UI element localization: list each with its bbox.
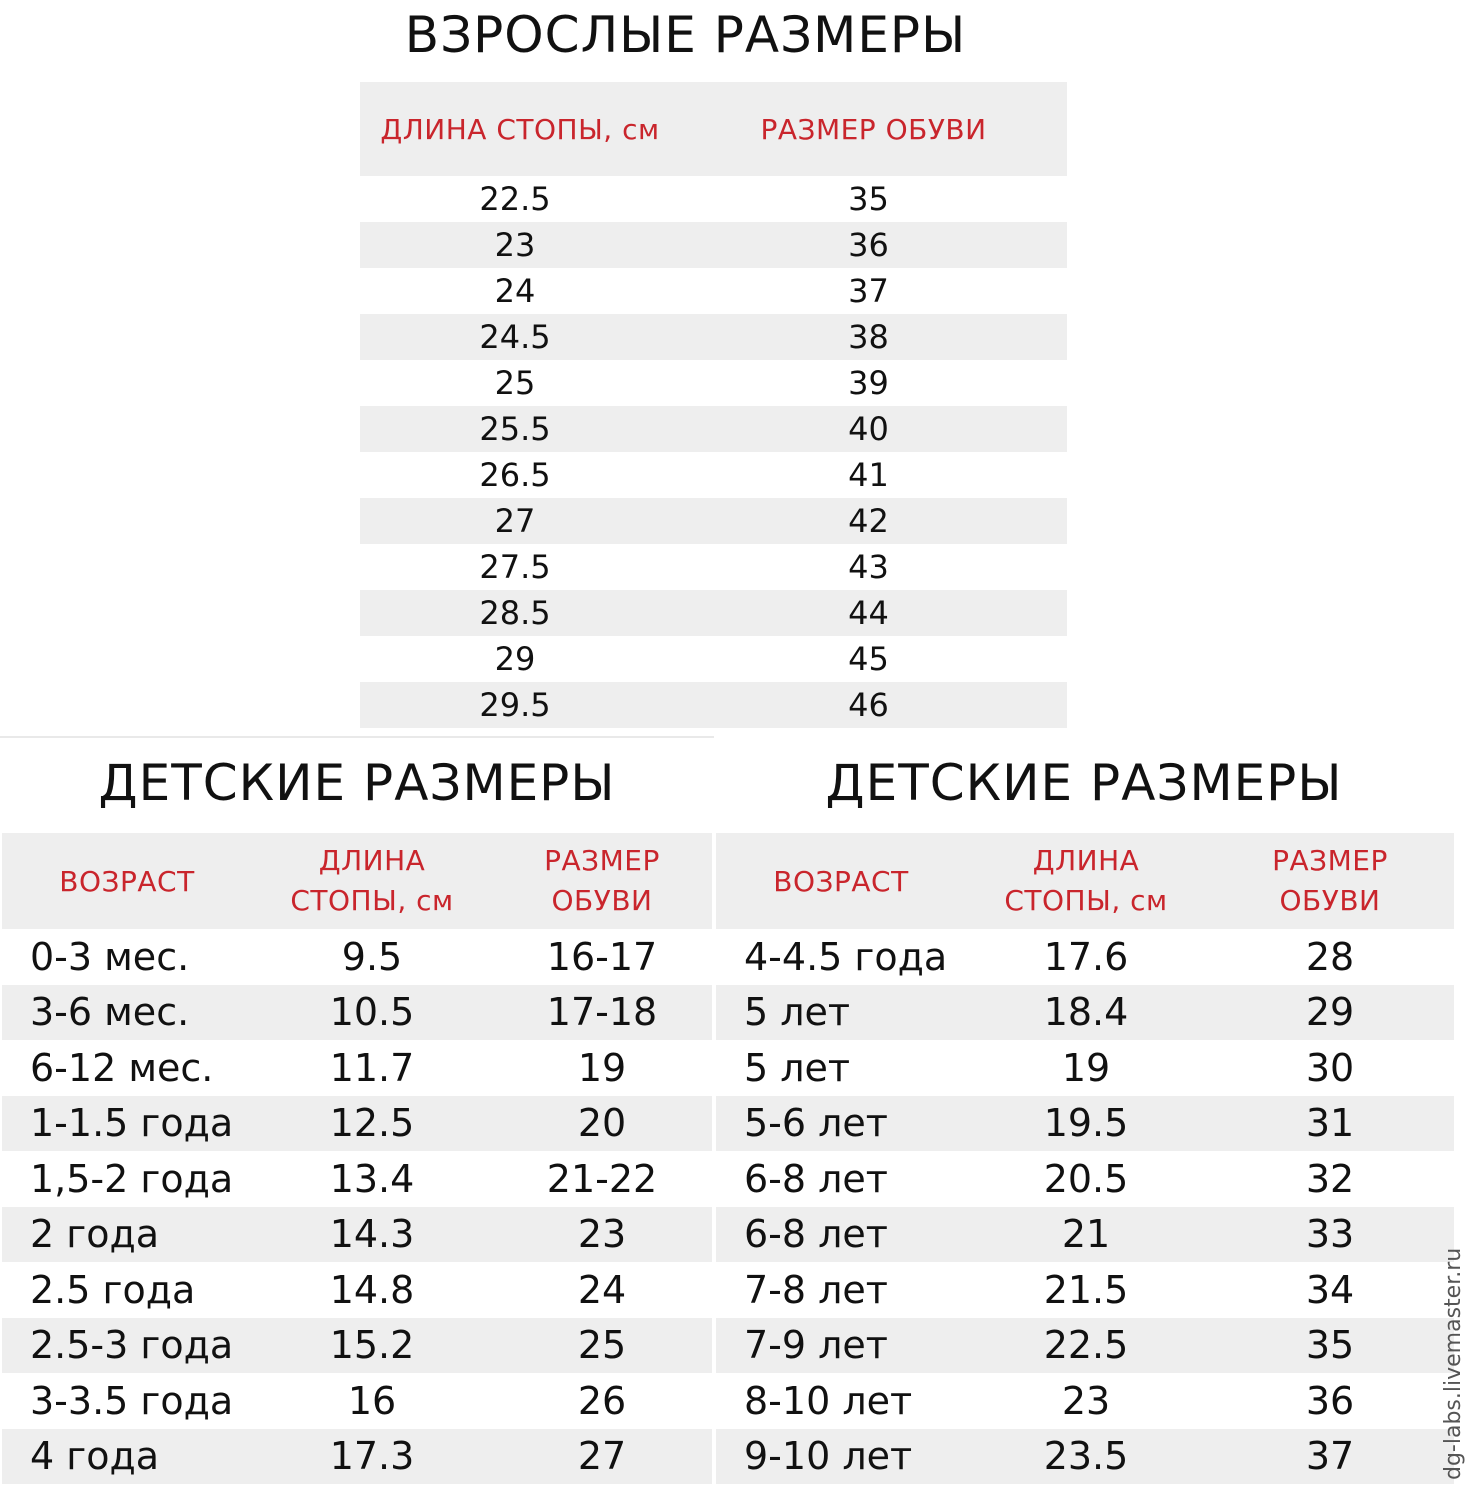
foot-length-cell: 12.5 [329, 1101, 415, 1146]
adult-table-body [360, 176, 1067, 728]
age-cell: 0-3 мес. [30, 934, 190, 979]
age-cell: 8-10 лет [744, 1378, 913, 1423]
table-row [716, 1040, 1454, 1096]
age-cell: 6-8 лет [744, 1212, 888, 1257]
shoe-size-cell: 30 [1305, 1045, 1355, 1090]
table-row [2, 1151, 712, 1207]
kids-left-header-age [2, 865, 252, 898]
foot-length-cell: 26.5 [479, 456, 551, 494]
foot-length-cell: 23.5 [1043, 1434, 1129, 1479]
foot-length-cell: 14.8 [329, 1267, 415, 1312]
foot-length-cell: 16 [347, 1378, 397, 1423]
table-row [716, 985, 1454, 1041]
shoe-size-cell: 38 [848, 318, 889, 356]
foot-length-cell: 11.7 [329, 1045, 415, 1090]
foot-length-cell: 21.5 [1043, 1267, 1129, 1312]
watermark-text: dg-labs.livemaster.ru [1441, 1247, 1466, 1480]
table-row [360, 682, 1067, 728]
age-cell: 2 года [30, 1212, 160, 1257]
table-row [716, 1151, 1454, 1207]
shoe-size-cell: 17-18 [546, 990, 658, 1035]
shoe-size-cell: 36 [1305, 1378, 1355, 1423]
foot-length-cell: 29 [494, 640, 536, 678]
header-line: СТОПЫ, см [290, 884, 454, 917]
table-row [716, 1373, 1454, 1429]
shoe-size-cell: 42 [848, 502, 889, 540]
kids-sizes-title-right: ДЕТСКИЕ РАЗМЕРЫ [825, 754, 1343, 812]
adult-header-foot-length: ДЛИНА СТОПЫ, см [380, 112, 660, 146]
shoe-size-cell: 24 [577, 1267, 627, 1312]
age-cell: 4-4.5 года [744, 934, 948, 979]
table-row [360, 406, 1067, 452]
foot-length-cell: 23 [494, 226, 536, 264]
foot-length-cell: 19.5 [1043, 1101, 1129, 1146]
age-cell: 2.5-3 года [30, 1323, 234, 1368]
shoe-size-cell: 40 [848, 410, 889, 448]
header-line: ДЛИНА [1032, 844, 1140, 877]
foot-length-cell: 10.5 [329, 990, 415, 1035]
shoe-size-cell: 33 [1305, 1212, 1355, 1257]
age-cell: 9-10 лет [744, 1434, 913, 1479]
shoe-size-cell: 45 [848, 640, 889, 678]
foot-length-cell: 22.5 [1043, 1323, 1129, 1368]
header-line: ОБУВИ [551, 884, 653, 917]
kids-left-header-foot-length [252, 841, 492, 921]
kids-right-header-shoe-size [1206, 841, 1454, 921]
foot-length-cell: 28.5 [479, 594, 551, 632]
shoe-size-cell: 44 [848, 594, 889, 632]
shoe-size-cell: 35 [848, 180, 889, 218]
table-row [360, 176, 1067, 222]
foot-length-cell: 20.5 [1043, 1156, 1129, 1201]
table-row [2, 1318, 712, 1374]
kids-right-header-foot-length [966, 841, 1206, 921]
foot-length-cell: 18.4 [1043, 990, 1129, 1035]
header-line: СТОПЫ, см [1004, 884, 1168, 917]
table-row [2, 1373, 712, 1429]
table-row [716, 1429, 1454, 1485]
table-row [716, 929, 1454, 985]
table-row [360, 268, 1067, 314]
table-row [360, 314, 1067, 360]
shoe-size-cell: 16-17 [546, 934, 658, 979]
table-row [360, 222, 1067, 268]
table-row [2, 1429, 712, 1485]
age-cell: 5 лет [744, 1045, 851, 1090]
adult-header-shoe-size: РАЗМЕР ОБУВИ [760, 112, 987, 146]
shoe-size-cell: 46 [848, 686, 889, 724]
kids-left-body [2, 929, 712, 1484]
foot-length-cell: 25 [494, 364, 536, 402]
shoe-size-cell: 37 [1305, 1434, 1355, 1479]
age-cell: 1,5-2 года [30, 1156, 234, 1201]
age-cell: 7-8 лет [744, 1267, 888, 1312]
shoe-size-cell: 23 [577, 1212, 627, 1257]
foot-length-cell: 24.5 [479, 318, 551, 356]
table-row [360, 544, 1067, 590]
kids-left-header [2, 833, 712, 929]
foot-length-cell: 15.2 [329, 1323, 415, 1368]
age-cell: 4 года [30, 1434, 160, 1479]
shoe-size-cell: 35 [1305, 1323, 1355, 1368]
table-row [2, 1262, 712, 1318]
header-line: ОБУВИ [1279, 884, 1381, 917]
foot-length-cell: 17.3 [329, 1434, 415, 1479]
adult-sizes-title: ВЗРОСЛЫЕ РАЗМЕРЫ [404, 6, 967, 64]
foot-length-cell: 23 [1061, 1378, 1111, 1423]
table-row [2, 1096, 712, 1152]
table-row [2, 1207, 712, 1263]
table-row [2, 985, 712, 1041]
foot-length-cell: 14.3 [329, 1212, 415, 1257]
shoe-size-cell: 41 [848, 456, 889, 494]
adult-size-table [360, 82, 1067, 728]
foot-length-cell: 22.5 [479, 180, 551, 218]
table-row [2, 1040, 712, 1096]
shoe-size-cell: 19 [577, 1045, 627, 1090]
table-row [360, 590, 1067, 636]
age-cell: 6-12 мес. [30, 1045, 214, 1090]
shoe-size-cell: 39 [848, 364, 889, 402]
header-line: ВОЗРАСТ [59, 864, 195, 898]
shoe-size-cell: 34 [1305, 1267, 1355, 1312]
foot-length-cell: 29.5 [479, 686, 551, 724]
age-cell: 5-6 лет [744, 1101, 888, 1146]
foot-length-cell: 24 [494, 272, 536, 310]
foot-length-cell: 19 [1061, 1045, 1111, 1090]
header-line: РАЗМЕР [1272, 844, 1388, 877]
age-cell: 3-6 мес. [30, 990, 190, 1035]
adult-table-header [360, 82, 1067, 176]
foot-length-cell: 27.5 [479, 548, 551, 586]
kids-size-table-left [2, 833, 712, 1484]
age-cell: 6-8 лет [744, 1156, 888, 1201]
table-row [360, 452, 1067, 498]
table-row [716, 1318, 1454, 1374]
shoe-size-cell: 27 [577, 1434, 627, 1479]
header-line: РАЗМЕР [544, 844, 660, 877]
shoe-size-cell: 37 [848, 272, 889, 310]
shoe-size-cell: 25 [577, 1323, 627, 1368]
table-row [360, 636, 1067, 682]
kids-right-header [716, 833, 1454, 929]
table-row [716, 1207, 1454, 1263]
table-row [360, 498, 1067, 544]
kids-sizes-title-left: ДЕТСКИЕ РАЗМЕРЫ [98, 754, 616, 812]
header-line: ВОЗРАСТ [773, 864, 909, 898]
foot-length-cell: 13.4 [329, 1156, 415, 1201]
foot-length-cell: 25.5 [479, 410, 551, 448]
shoe-size-cell: 43 [848, 548, 889, 586]
kids-size-table-right [716, 833, 1454, 1484]
shoe-size-cell: 36 [848, 226, 889, 264]
age-cell: 1-1.5 года [30, 1101, 234, 1146]
table-row [2, 929, 712, 985]
table-row [716, 1262, 1454, 1318]
kids-right-header-age [716, 865, 966, 898]
shoe-size-cell: 32 [1305, 1156, 1355, 1201]
header-line: ДЛИНА [318, 844, 426, 877]
shoe-size-cell: 28 [1305, 934, 1355, 979]
foot-length-cell: 21 [1061, 1212, 1111, 1257]
kids-right-body [716, 929, 1454, 1484]
foot-length-cell: 17.6 [1043, 934, 1129, 979]
table-row [360, 360, 1067, 406]
table-row [716, 1096, 1454, 1152]
shoe-size-cell: 29 [1305, 990, 1355, 1035]
kids-left-header-shoe-size [492, 841, 712, 921]
shoe-size-cell: 21-22 [546, 1156, 658, 1201]
shoe-size-cell: 20 [577, 1101, 627, 1146]
section-divider [0, 736, 714, 738]
age-cell: 5 лет [744, 990, 851, 1035]
shoe-size-cell: 26 [577, 1378, 627, 1423]
age-cell: 3-3.5 года [30, 1378, 234, 1423]
age-cell: 7-9 лет [744, 1323, 888, 1368]
foot-length-cell: 27 [494, 502, 536, 540]
age-cell: 2.5 года [30, 1267, 196, 1312]
foot-length-cell: 9.5 [341, 934, 403, 979]
shoe-size-cell: 31 [1305, 1101, 1355, 1146]
